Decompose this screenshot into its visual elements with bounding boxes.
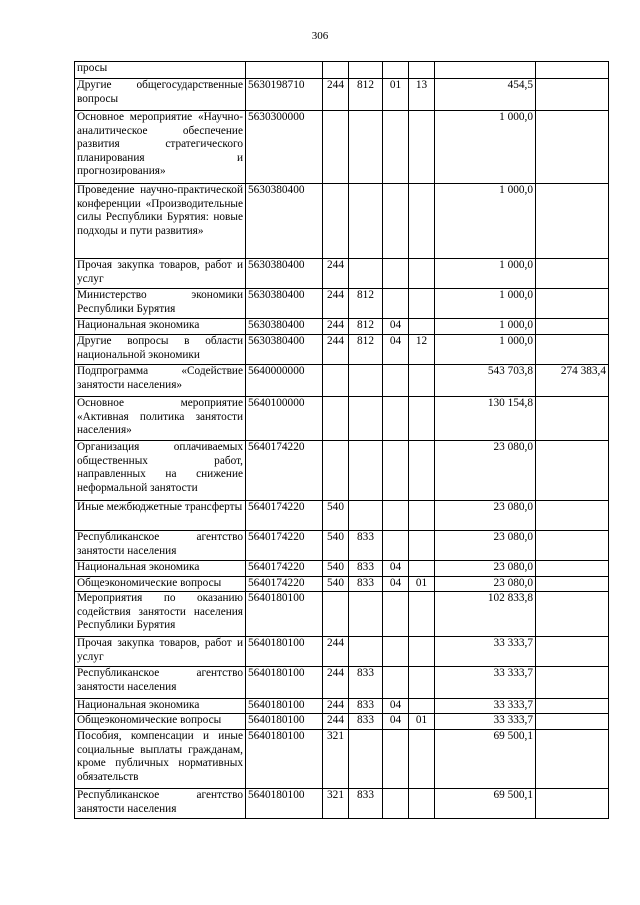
subsection-cell: [409, 531, 435, 561]
department-cell: [349, 259, 383, 289]
page-number: 306: [311, 30, 329, 42]
row-name-cell: Республиканское агентство занятости населения: [75, 667, 246, 699]
row-name-cell: Пособия, компенсации и иные социальные выплаты гражданам, кроме публичных нормативных обязательств: [75, 730, 246, 789]
amount-second-cell: [536, 699, 609, 714]
amount-cell: 33 333,7: [435, 699, 536, 714]
table-row: [75, 714, 609, 730]
table-row: [75, 637, 609, 667]
department-cell: 833: [349, 789, 383, 819]
section-cell: [383, 397, 409, 441]
table-row: [75, 319, 609, 335]
expense-type-cell: 244: [323, 667, 349, 699]
row-name-cell: Общеэкономические вопросы: [75, 714, 246, 730]
amount-second-cell: [536, 397, 609, 441]
department-cell: 833: [349, 667, 383, 699]
subsection-cell: [409, 667, 435, 699]
row-name-cell: Прочая закупка товаров, работ и услуг: [75, 259, 246, 289]
target-article-cell: 5640180100: [246, 637, 323, 667]
amount-cell: 23 080,0: [435, 531, 536, 561]
department-cell: [349, 730, 383, 789]
expense-type-cell: [323, 62, 349, 79]
table-row: [75, 789, 609, 819]
expense-type-cell: [323, 365, 349, 397]
department-cell: 833: [349, 714, 383, 730]
amount-cell: 1 000,0: [435, 111, 536, 184]
amount-second-cell: [536, 667, 609, 699]
row-name-cell: Другие вопросы в области национальной экономики: [75, 335, 246, 365]
target-article-cell: 5640180100: [246, 730, 323, 789]
row-name-cell: Национальная экономика: [75, 561, 246, 577]
subsection-cell: [409, 62, 435, 79]
subsection-cell: 01: [409, 714, 435, 730]
row-name-cell: Другие общегосударственные вопросы: [75, 79, 246, 111]
subsection-cell: [409, 441, 435, 501]
section-cell: [383, 289, 409, 319]
target-article-cell: 5640180100: [246, 592, 323, 637]
department-cell: [349, 184, 383, 259]
table-row: [75, 259, 609, 289]
subsection-cell: [409, 699, 435, 714]
amount-second-cell: [536, 577, 609, 592]
target-article-cell: 5640180100: [246, 699, 323, 714]
department-cell: 833: [349, 699, 383, 714]
amount-cell: 1 000,0: [435, 184, 536, 259]
budget-table: [74, 61, 609, 819]
section-cell: [383, 730, 409, 789]
amount-cell: 454,5: [435, 79, 536, 111]
row-name-cell: Основное мероприятие «Активная политика занятости населения»: [75, 397, 246, 441]
subsection-cell: 12: [409, 335, 435, 365]
table-row: [75, 335, 609, 365]
target-article-cell: 5630380400: [246, 259, 323, 289]
amount-cell: 33 333,7: [435, 637, 536, 667]
target-article-cell: 5640174220: [246, 441, 323, 501]
amount-cell: 1 000,0: [435, 289, 536, 319]
department-cell: [349, 62, 383, 79]
table-row: [75, 577, 609, 592]
expense-type-cell: 244: [323, 714, 349, 730]
amount-cell: 130 154,8: [435, 397, 536, 441]
section-cell: [383, 365, 409, 397]
department-cell: [349, 441, 383, 501]
table-row: [75, 699, 609, 714]
target-article-cell: 5640180100: [246, 789, 323, 819]
section-cell: [383, 637, 409, 667]
row-name-cell: Основное мероприятие «Научно-аналитическое обеспечение развития стратегического планирования и прогнозирования»: [75, 111, 246, 184]
budget-table-body: [75, 62, 609, 819]
subsection-cell: 13: [409, 79, 435, 111]
department-cell: [349, 501, 383, 531]
amount-cell: 1 000,0: [435, 335, 536, 365]
subsection-cell: [409, 111, 435, 184]
subsection-cell: 01: [409, 577, 435, 592]
target-article-cell: 5640174220: [246, 561, 323, 577]
section-cell: 01: [383, 79, 409, 111]
section-cell: 04: [383, 577, 409, 592]
expense-type-cell: [323, 441, 349, 501]
section-cell: [383, 592, 409, 637]
amount-cell: 1 000,0: [435, 259, 536, 289]
amount-second-cell: [536, 441, 609, 501]
row-name-cell: Национальная экономика: [75, 319, 246, 335]
table-row: [75, 592, 609, 637]
department-cell: 833: [349, 577, 383, 592]
department-cell: 812: [349, 335, 383, 365]
section-cell: [383, 531, 409, 561]
subsection-cell: [409, 592, 435, 637]
section-cell: 04: [383, 714, 409, 730]
expense-type-cell: 540: [323, 561, 349, 577]
section-cell: [383, 111, 409, 184]
amount-cell: 33 333,7: [435, 667, 536, 699]
subsection-cell: [409, 289, 435, 319]
row-name-cell: Организация оплачиваемых общественных работ, направленных на снижение неформальной занятости: [75, 441, 246, 501]
table-row: [75, 79, 609, 111]
section-cell: [383, 184, 409, 259]
amount-cell: 23 080,0: [435, 441, 536, 501]
expense-type-cell: 244: [323, 319, 349, 335]
amount-second-cell: [536, 62, 609, 79]
department-cell: [349, 111, 383, 184]
row-name-cell: Иные межбюджетные трансферты: [75, 501, 246, 531]
table-row: [75, 667, 609, 699]
subsection-cell: [409, 789, 435, 819]
expense-type-cell: 244: [323, 699, 349, 714]
target-article-cell: 5640180100: [246, 714, 323, 730]
expense-type-cell: [323, 397, 349, 441]
row-name-cell: Проведение научно-практической конференции «Производительные силы Республики Бурятия: новые подходы и пути развития»: [75, 184, 246, 259]
amount-second-cell: [536, 335, 609, 365]
amount-second-cell: [536, 184, 609, 259]
amount-second-cell: [536, 730, 609, 789]
subsection-cell: [409, 259, 435, 289]
subsection-cell: [409, 365, 435, 397]
amount-cell: 543 703,8: [435, 365, 536, 397]
section-cell: 04: [383, 699, 409, 714]
expense-type-cell: 540: [323, 531, 349, 561]
amount-second-cell: [536, 259, 609, 289]
expense-type-cell: [323, 184, 349, 259]
amount-second-cell: [536, 111, 609, 184]
row-name-cell: Мероприятия по оказанию содействия занятости населения Республики Бурятия: [75, 592, 246, 637]
table-row: [75, 730, 609, 789]
row-name-cell: Министерство экономики Республики Бурятия: [75, 289, 246, 319]
section-cell: [383, 501, 409, 531]
amount-cell: 69 500,1: [435, 730, 536, 789]
department-cell: 812: [349, 289, 383, 319]
row-name-cell: просы: [75, 62, 246, 79]
amount-cell: 102 833,8: [435, 592, 536, 637]
department-cell: 833: [349, 561, 383, 577]
table-row: [75, 111, 609, 184]
amount-cell: 23 080,0: [435, 561, 536, 577]
subsection-cell: [409, 184, 435, 259]
amount-second-cell: [536, 592, 609, 637]
amount-second-cell: [536, 501, 609, 531]
expense-type-cell: [323, 592, 349, 637]
target-article-cell: 5640000000: [246, 365, 323, 397]
target-article-cell: 5630198710: [246, 79, 323, 111]
department-cell: [349, 365, 383, 397]
amount-cell: 23 080,0: [435, 577, 536, 592]
amount-second-cell: [536, 637, 609, 667]
expense-type-cell: 321: [323, 730, 349, 789]
department-cell: [349, 637, 383, 667]
amount-second-cell: [536, 561, 609, 577]
amount-second-cell: [536, 714, 609, 730]
department-cell: 833: [349, 531, 383, 561]
table-row: [75, 561, 609, 577]
expense-type-cell: 244: [323, 259, 349, 289]
table-row: [75, 365, 609, 397]
expense-type-cell: 244: [323, 637, 349, 667]
row-name-cell: Республиканское агентство занятости населения: [75, 531, 246, 561]
expense-type-cell: 244: [323, 335, 349, 365]
row-name-cell: Подпрограмма «Содействие занятости населения»: [75, 365, 246, 397]
amount-second-cell: [536, 79, 609, 111]
expense-type-cell: 244: [323, 289, 349, 319]
section-cell: [383, 789, 409, 819]
section-cell: 04: [383, 319, 409, 335]
target-article-cell: 5640100000: [246, 397, 323, 441]
subsection-cell: [409, 730, 435, 789]
row-name-cell: Национальная экономика: [75, 699, 246, 714]
amount-second-cell: 274 383,4: [536, 365, 609, 397]
table-row: [75, 501, 609, 531]
table-row: [75, 184, 609, 259]
amount-second-cell: [536, 789, 609, 819]
expense-type-cell: 244: [323, 79, 349, 111]
amount-cell: 23 080,0: [435, 501, 536, 531]
target-article-cell: [246, 62, 323, 79]
target-article-cell: 5640174220: [246, 501, 323, 531]
department-cell: 812: [349, 79, 383, 111]
section-cell: [383, 441, 409, 501]
table-row: [75, 397, 609, 441]
table-row: [75, 62, 609, 79]
expense-type-cell: 540: [323, 577, 349, 592]
section-cell: [383, 62, 409, 79]
section-cell: 04: [383, 335, 409, 365]
amount-cell: [435, 62, 536, 79]
amount-second-cell: [536, 319, 609, 335]
target-article-cell: 5630380400: [246, 289, 323, 319]
expense-type-cell: [323, 111, 349, 184]
target-article-cell: 5640180100: [246, 667, 323, 699]
amount-second-cell: [536, 531, 609, 561]
target-article-cell: 5640174220: [246, 531, 323, 561]
subsection-cell: [409, 561, 435, 577]
amount-cell: 1 000,0: [435, 319, 536, 335]
expense-type-cell: 321: [323, 789, 349, 819]
amount-second-cell: [536, 289, 609, 319]
section-cell: [383, 667, 409, 699]
target-article-cell: 5630380400: [246, 335, 323, 365]
subsection-cell: [409, 319, 435, 335]
target-article-cell: 5640174220: [246, 577, 323, 592]
target-article-cell: 5630300000: [246, 111, 323, 184]
row-name-cell: Общеэкономические вопросы: [75, 577, 246, 592]
row-name-cell: Республиканское агентство занятости населения: [75, 789, 246, 819]
table-row: [75, 531, 609, 561]
subsection-cell: [409, 501, 435, 531]
expense-type-cell: 540: [323, 501, 349, 531]
amount-cell: 33 333,7: [435, 714, 536, 730]
target-article-cell: 5630380400: [246, 184, 323, 259]
department-cell: [349, 592, 383, 637]
section-cell: 04: [383, 561, 409, 577]
table-row: [75, 441, 609, 501]
department-cell: 812: [349, 319, 383, 335]
section-cell: [383, 259, 409, 289]
target-article-cell: 5630380400: [246, 319, 323, 335]
row-name-cell: Прочая закупка товаров, работ и услуг: [75, 637, 246, 667]
amount-cell: 69 500,1: [435, 789, 536, 819]
department-cell: [349, 397, 383, 441]
table-row: [75, 289, 609, 319]
subsection-cell: [409, 637, 435, 667]
subsection-cell: [409, 397, 435, 441]
